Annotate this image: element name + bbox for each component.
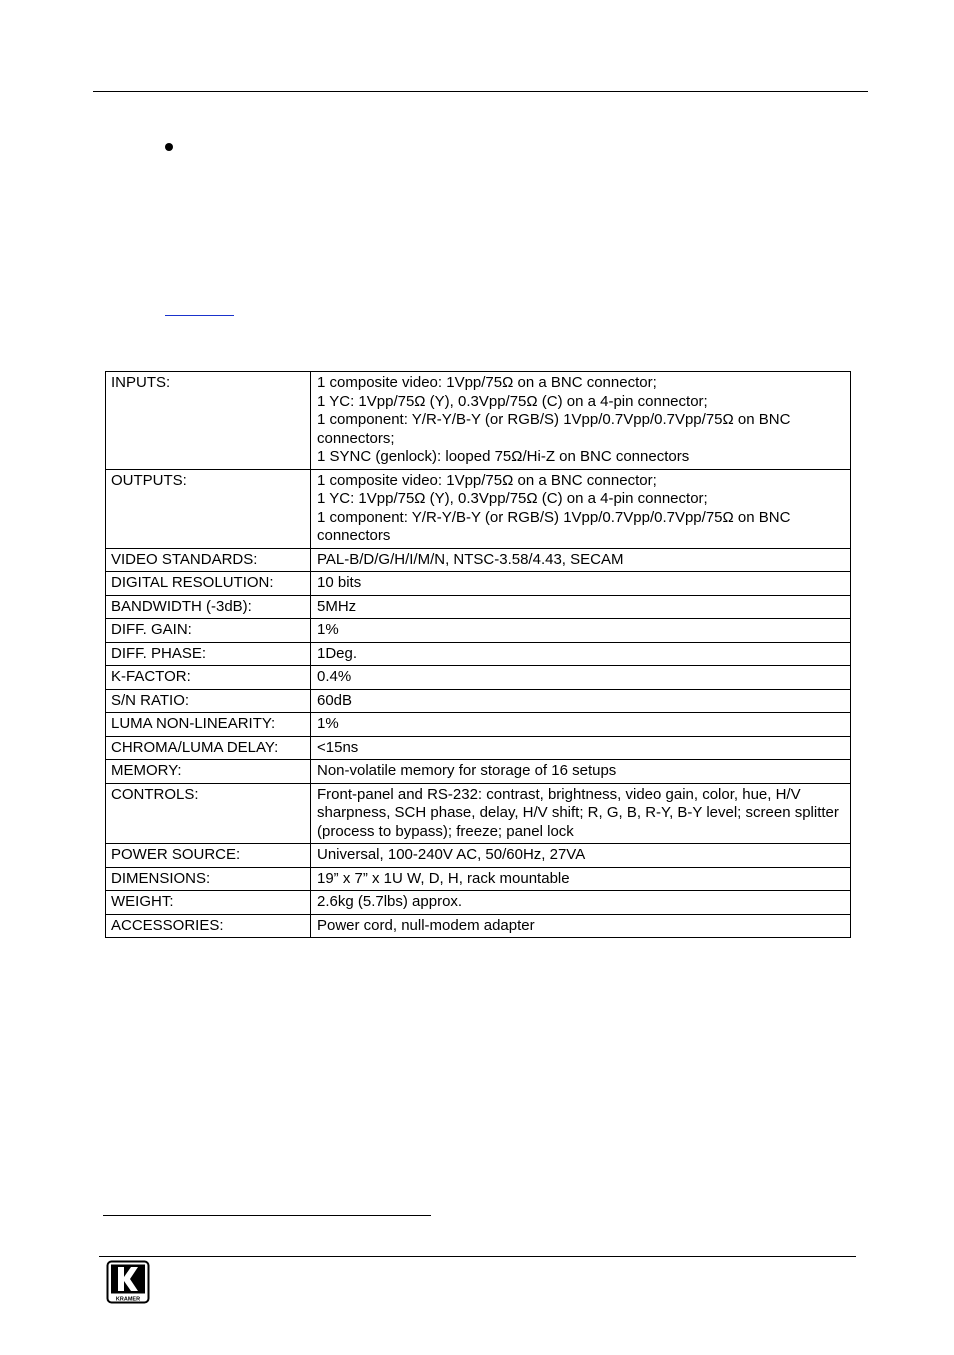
spec-value: 60dB xyxy=(311,689,851,713)
spec-value: Non-volatile memory for storage of 16 setups xyxy=(311,760,851,784)
hyperlink-underline[interactable] xyxy=(165,315,234,316)
spec-value: 5MHz xyxy=(311,595,851,619)
table-row xyxy=(106,914,851,938)
spec-label: INPUTS: xyxy=(106,372,311,470)
table-row xyxy=(106,642,851,666)
spec-value: 19” x 7” x 1U W, D, H, rack mountable xyxy=(311,867,851,891)
spec-value: 2.6kg (5.7lbs) approx. xyxy=(311,891,851,915)
kramer-logo-icon xyxy=(106,1260,150,1304)
spec-label: S/N RATIO: xyxy=(106,689,311,713)
spec-label: DIMENSIONS: xyxy=(106,867,311,891)
specifications-body xyxy=(106,372,851,938)
table-row xyxy=(106,469,851,548)
spec-value: Universal, 100-240V AC, 50/60Hz, 27VA xyxy=(311,844,851,868)
table-row xyxy=(106,760,851,784)
spec-label: OUTPUTS: xyxy=(106,469,311,548)
table-row xyxy=(106,666,851,690)
footnote-rule xyxy=(103,1215,431,1216)
spec-value: Front-panel and RS-232: contrast, brightness, video gain, color, hue, H/V sharpness, SCH phase, delay, H/V shift; R, G, B, R-Y, B-Y level; screen splitter (process to bypass); freeze; panel lock xyxy=(311,783,851,844)
table-row xyxy=(106,548,851,572)
spec-label: MEMORY: xyxy=(106,760,311,784)
specifications-table xyxy=(105,371,851,938)
spec-value: 10 bits xyxy=(311,572,851,596)
spec-label: LUMA NON-LINEARITY: xyxy=(106,713,311,737)
spec-label: K-FACTOR: xyxy=(106,666,311,690)
table-row xyxy=(106,619,851,643)
bullet-point xyxy=(165,143,173,151)
spec-value: 1% xyxy=(311,619,851,643)
spec-value: 0.4% xyxy=(311,666,851,690)
table-row xyxy=(106,736,851,760)
spec-label: ACCESSORIES: xyxy=(106,914,311,938)
table-row xyxy=(106,783,851,844)
spec-value: PAL-B/D/G/H/I/M/N, NTSC-3.58/4.43, SECAM xyxy=(311,548,851,572)
table-row xyxy=(106,572,851,596)
footer-rule xyxy=(99,1256,856,1257)
table-row xyxy=(106,713,851,737)
spec-value: 1 composite video: 1Vpp/75Ω on a BNC connector; 1 YC: 1Vpp/75Ω (Y), 0.3Vpp/75Ω (C) on a 4-pin connector; 1 component: Y/R-Y/B-Y (or RGB/S) 1Vpp/0.7Vpp/0.7Vpp/75Ω on BNC connectors xyxy=(311,469,851,548)
spec-label: VIDEO STANDARDS: xyxy=(106,548,311,572)
table-row xyxy=(106,372,851,470)
table-row xyxy=(106,595,851,619)
spec-value: Power cord, null-modem adapter xyxy=(311,914,851,938)
spec-label: WEIGHT: xyxy=(106,891,311,915)
spec-label: DIGITAL RESOLUTION: xyxy=(106,572,311,596)
spec-label: CHROMA/LUMA DELAY: xyxy=(106,736,311,760)
header-rule xyxy=(93,91,868,92)
spec-label: DIFF. PHASE: xyxy=(106,642,311,666)
table-row xyxy=(106,689,851,713)
spec-label: CONTROLS: xyxy=(106,783,311,844)
logo-wordmark: KRAMER xyxy=(115,1296,141,1303)
table-row xyxy=(106,891,851,915)
spec-value: 1% xyxy=(311,713,851,737)
spec-label: BANDWIDTH (-3dB): xyxy=(106,595,311,619)
spec-value: 1 composite video: 1Vpp/75Ω on a BNC connector; 1 YC: 1Vpp/75Ω (Y), 0.3Vpp/75Ω (C) on a 4-pin connector; 1 component: Y/R-Y/B-Y (or RGB/S) 1Vpp/0.7Vpp/0.7Vpp/75Ω on BNC connectors; 1 SYNC (genlock): looped 75Ω/Hi-Z on BNC connectors xyxy=(311,372,851,470)
spec-label: POWER SOURCE: xyxy=(106,844,311,868)
table-row xyxy=(106,844,851,868)
table-row xyxy=(106,867,851,891)
spec-value: 1Deg. xyxy=(311,642,851,666)
spec-label: DIFF. GAIN: xyxy=(106,619,311,643)
spec-value: <15ns xyxy=(311,736,851,760)
